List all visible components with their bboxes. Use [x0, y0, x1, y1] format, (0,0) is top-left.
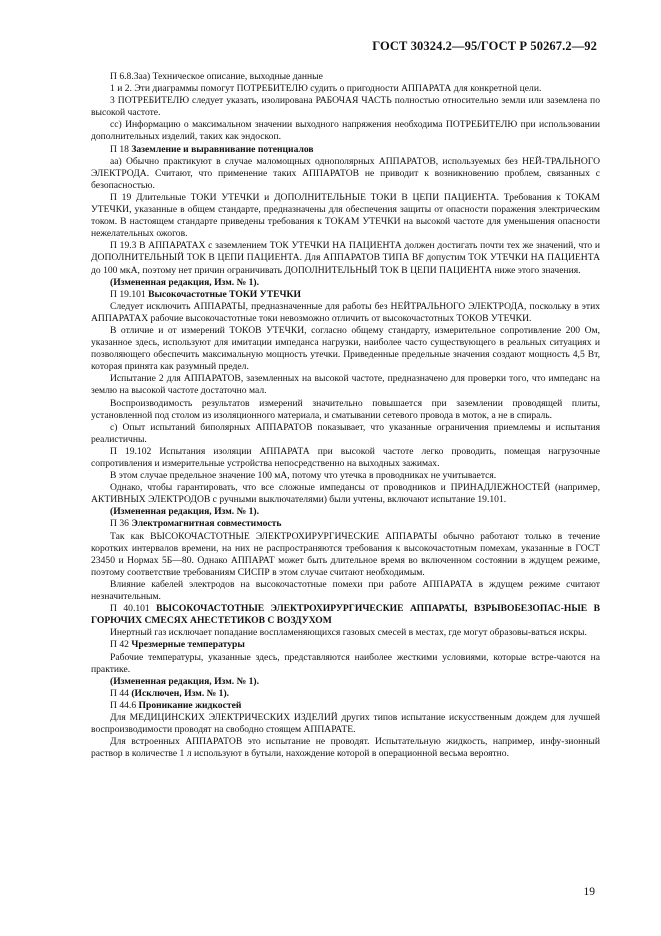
- paragraph: [91, 398, 600, 422]
- paragraph: [91, 71, 600, 83]
- paragraph-text: Влияние кабелей электродов на высокочастотные помехи при работе АППАРАТА в ждущем режиме считают незначительным.: [91, 578, 600, 603]
- paragraph-text: П 19 Длительные ТОКИ УТЕЧКИ и ДОПОЛНИТЕЛЬНЫЕ ТОКИ В ЦЕПИ ПАЦИЕНТА. Требования к ТОКАМ УТЕЧКИ, указанные в общем стандарте, предназначены для обеспечения защиты от опасности поражения электрическим током. В настоящем стандарте приведены требования к ТОКАМ УТЕЧКИ на высокой частоте для уменьшения опасности нежелательных ожогов.: [91, 191, 600, 240]
- paragraph: [91, 277, 600, 289]
- paragraph: [91, 289, 600, 301]
- paragraph-text: Испытание 2 для АППАРАТОВ, заземленных на высокой частоте, предназначено для проверки того, что импеданс на землю на высокой частоте достаточно мал.: [91, 373, 600, 397]
- paragraph: [91, 639, 600, 651]
- clause-number: П 19.101: [110, 288, 146, 300]
- clause-number: П 6.8.3аа): [110, 71, 151, 82]
- clause-number: П 36: [110, 518, 129, 530]
- paragraph-text: аа) Обычно практикуют в случае маломощных однополярных АППАРАТОВ, используемых без НЕЙ-ТРАЛЬНОГО ЭЛЕКТРОДА. Считают, что применение таких АППАРАТОВ не приводит к возникновению проблем, связанных с безопасностью.: [91, 155, 600, 191]
- paragraph: [91, 603, 600, 627]
- clause-heading: Электромагнитная совместимость: [128, 518, 282, 530]
- paragraph-text: Так как ВЫСОКОЧАСТОТНЫЕ ЭЛЕКТРОХИРУРГИЧЕСКИЕ АППАРАТЫ обычно работают только в течение коротких интервалов времени, на них не распространяются требования к высокочастотным помехам, указанные в ГОСТ 23450 и Нормах 5Б—80. Однако АППАРАТ может быть длительное время во включенном состоянии в ждущем режиме, поэтому соответствие требованиям СИСПР в этом случае считают необходимым.: [91, 530, 600, 578]
- paragraph-text: Однако, чтобы гарантировать, что все сложные импедансы от проводников и ПРИНАДЛЕЖНОСТЕЙ (например, АКТИВНЫХ ЭЛЕКТРОДОВ с ручными выключателями) были учтены, включают испытание 19.101.: [91, 482, 600, 506]
- clause-heading: Заземление и выравнивание потенциалов: [128, 143, 314, 155]
- revision-note: (Измененная редакция, Изм. № 1).: [110, 675, 260, 687]
- paragraph: [91, 676, 600, 688]
- paragraph-text: Воспроизводимость результатов измерений значительно повышается при заземлении проводящей плиты, установленной под столом из изоляционного материала, и сматывании сетевого провода в моток, а не в спираль.: [91, 397, 600, 421]
- paragraph-text: 3 ПОТРЕБИТЕЛЮ следует указать, изолирована РАБОЧАЯ ЧАСТЬ полностью относительно земли или заземлена по высокой частоте.: [91, 95, 600, 119]
- paragraph: [91, 627, 600, 639]
- paragraph: [91, 482, 600, 506]
- paragraph-text: сс) Информацию о максимальном значении выходного напряжения необходима ПОТРЕБИТЕЛЮ при использовании дополнительных изделий, таких как эндоскоп.: [91, 119, 600, 143]
- paragraph: [91, 156, 600, 192]
- paragraph-text: Рабочие температуры, указанные здесь, представляются наиболее жесткими условиями, которые встре-чаются на практике.: [91, 651, 600, 675]
- paragraph: [91, 446, 600, 470]
- clause-heading: ВЫСОКОЧАСТОТНЫЕ ЭЛЕКТРОХИРУРГИЧЕСКИЕ АППАРАТЫ, ВЗРЫВОБЕЗОПАС-НЫЕ В ГОРЮЧИХ СМЕСЯХ АНЕСТЕТИКОВ С ВОЗДУХОМ: [91, 603, 600, 627]
- clause-heading: Проникание жидкостей: [136, 699, 242, 711]
- clause-heading: Высокочастотные ТОКИ УТЕЧКИ: [145, 288, 301, 300]
- paragraph: [91, 95, 600, 119]
- revision-note: (Измененная редакция, Изм. № 1).: [110, 276, 260, 288]
- clause-heading: (Исключен, Изм. № 1).: [128, 687, 230, 699]
- paragraph-text: 1 и 2. Эти диаграммы помогут ПОТРЕБИТЕЛЮ судить о пригодности АППАРАТА для конкретной цели.: [110, 83, 542, 95]
- standard-header: ГОСТ 30324.2—95/ГОСТ Р 50267.2—92: [372, 39, 597, 53]
- paragraph-text: Техническое описание, выходные данные: [150, 71, 323, 82]
- paragraph-text: В этом случае предельное значение 100 мА, потому что утечка в проводниках не учитывается.: [110, 470, 497, 482]
- paragraph-text: П 19.102 Испытания изоляции АППАРАТА при высокой частоте легко проводить, помещая нагрузочные сопротивления и измерительные устройства непосредственно на выходных зажимах.: [91, 445, 600, 469]
- paragraph: [91, 736, 600, 760]
- paragraph-text: Инертный газ исключает попадание воспламеняющихся газовых смесей в местах, где могут образовы-ваться искры.: [110, 627, 587, 639]
- paragraph: [91, 531, 600, 579]
- paragraph-text: В отличие и от измерений ТОКОВ УТЕЧКИ, согласно общему стандарту, измерительное сопротивление 200 Ом, указанное здесь, используют для имитации импеданса нагрузки, наиболее часто существующего в реальных ситуациях и позволяющего обеспечить максимальную мощность утечки. Приведенные предельные значения создают мощность 4,5 Вт, которая принята как разумный предел.: [91, 324, 600, 373]
- paragraph-text: П 19.3 В АППАРАТАХ с заземлением ТОК УТЕЧКИ НА ПАЦИЕНТА должен достигать почти тех же значений, что и ДОПОЛНИТЕЛЬНЫЙ ТОК В ЦЕПИ ПАЦИЕНТА. Для АППАРАТОВ ТИПА BF допустим ТОК УТЕЧКИ НА ПАЦИЕНТА до 100 мкА, поэтому нет причин ограничивать ДОПОЛНИТЕЛЬНЫЙ ТОК В ЦЕПИ ПАЦИЕНТА ниже этого значения.: [91, 240, 600, 276]
- paragraph-text: Для МЕДИЦИНСКИХ ЭЛЕКТРИЧЕСКИХ ИЗДЕЛИЙ других типов испытание искусственным дождем для лучшей воспроизводимости проводят на свободно стоящем АППАРАТЕ.: [91, 711, 600, 736]
- paragraph: [91, 688, 600, 700]
- paragraph: [91, 373, 600, 397]
- paragraph-text: Для встроенных АППАРАТОВ это испытание не проводят. Испытательную жидкость, например, инфу-зионный раствор в количестве 1 л используют в бутыли, нахождение которой в операционной весьма вероятно.: [91, 736, 600, 760]
- paragraph: [91, 301, 600, 325]
- paragraph: [91, 83, 600, 95]
- paragraph: [91, 518, 600, 530]
- paragraph: [91, 506, 600, 518]
- paragraph: [91, 470, 600, 482]
- clause-number: П 44.6: [110, 699, 137, 711]
- clause-number: П 42: [110, 639, 129, 651]
- clause-number: П 18: [110, 143, 129, 155]
- paragraph: [91, 712, 600, 736]
- clause-number: П 40.101: [110, 603, 150, 615]
- paragraph: [91, 652, 600, 676]
- paragraph: [91, 579, 600, 603]
- paragraph: [91, 240, 600, 276]
- paragraph: [91, 119, 600, 143]
- paragraph: [91, 325, 600, 373]
- paragraph-text: Следует исключить АППАРАТЫ, предназначенные для работы без НЕЙТРАЛЬНОГО ЭЛЕКТРОДА, поскольку в этих АППАРАТАХ рабочие высокочастотные токи невозможно отличить от высокочастотных ТОКОВ УТЕЧКИ.: [91, 300, 600, 324]
- paragraph-text: с) Опыт испытаний биполярных АППАРАТОВ показывает, что указанные ограничения приемлемы и испытания реалистичны.: [91, 421, 600, 445]
- paragraph: [91, 700, 600, 712]
- paragraph: [91, 422, 600, 446]
- page-number: 19: [583, 886, 595, 898]
- document-body: [91, 71, 600, 760]
- revision-note: (Измененная редакция, Изм. № 1).: [110, 506, 260, 518]
- clause-number: П 44: [110, 687, 129, 699]
- paragraph: [91, 144, 600, 156]
- paragraph: [91, 192, 600, 240]
- clause-heading: Чрезмерные температуры: [128, 639, 245, 651]
